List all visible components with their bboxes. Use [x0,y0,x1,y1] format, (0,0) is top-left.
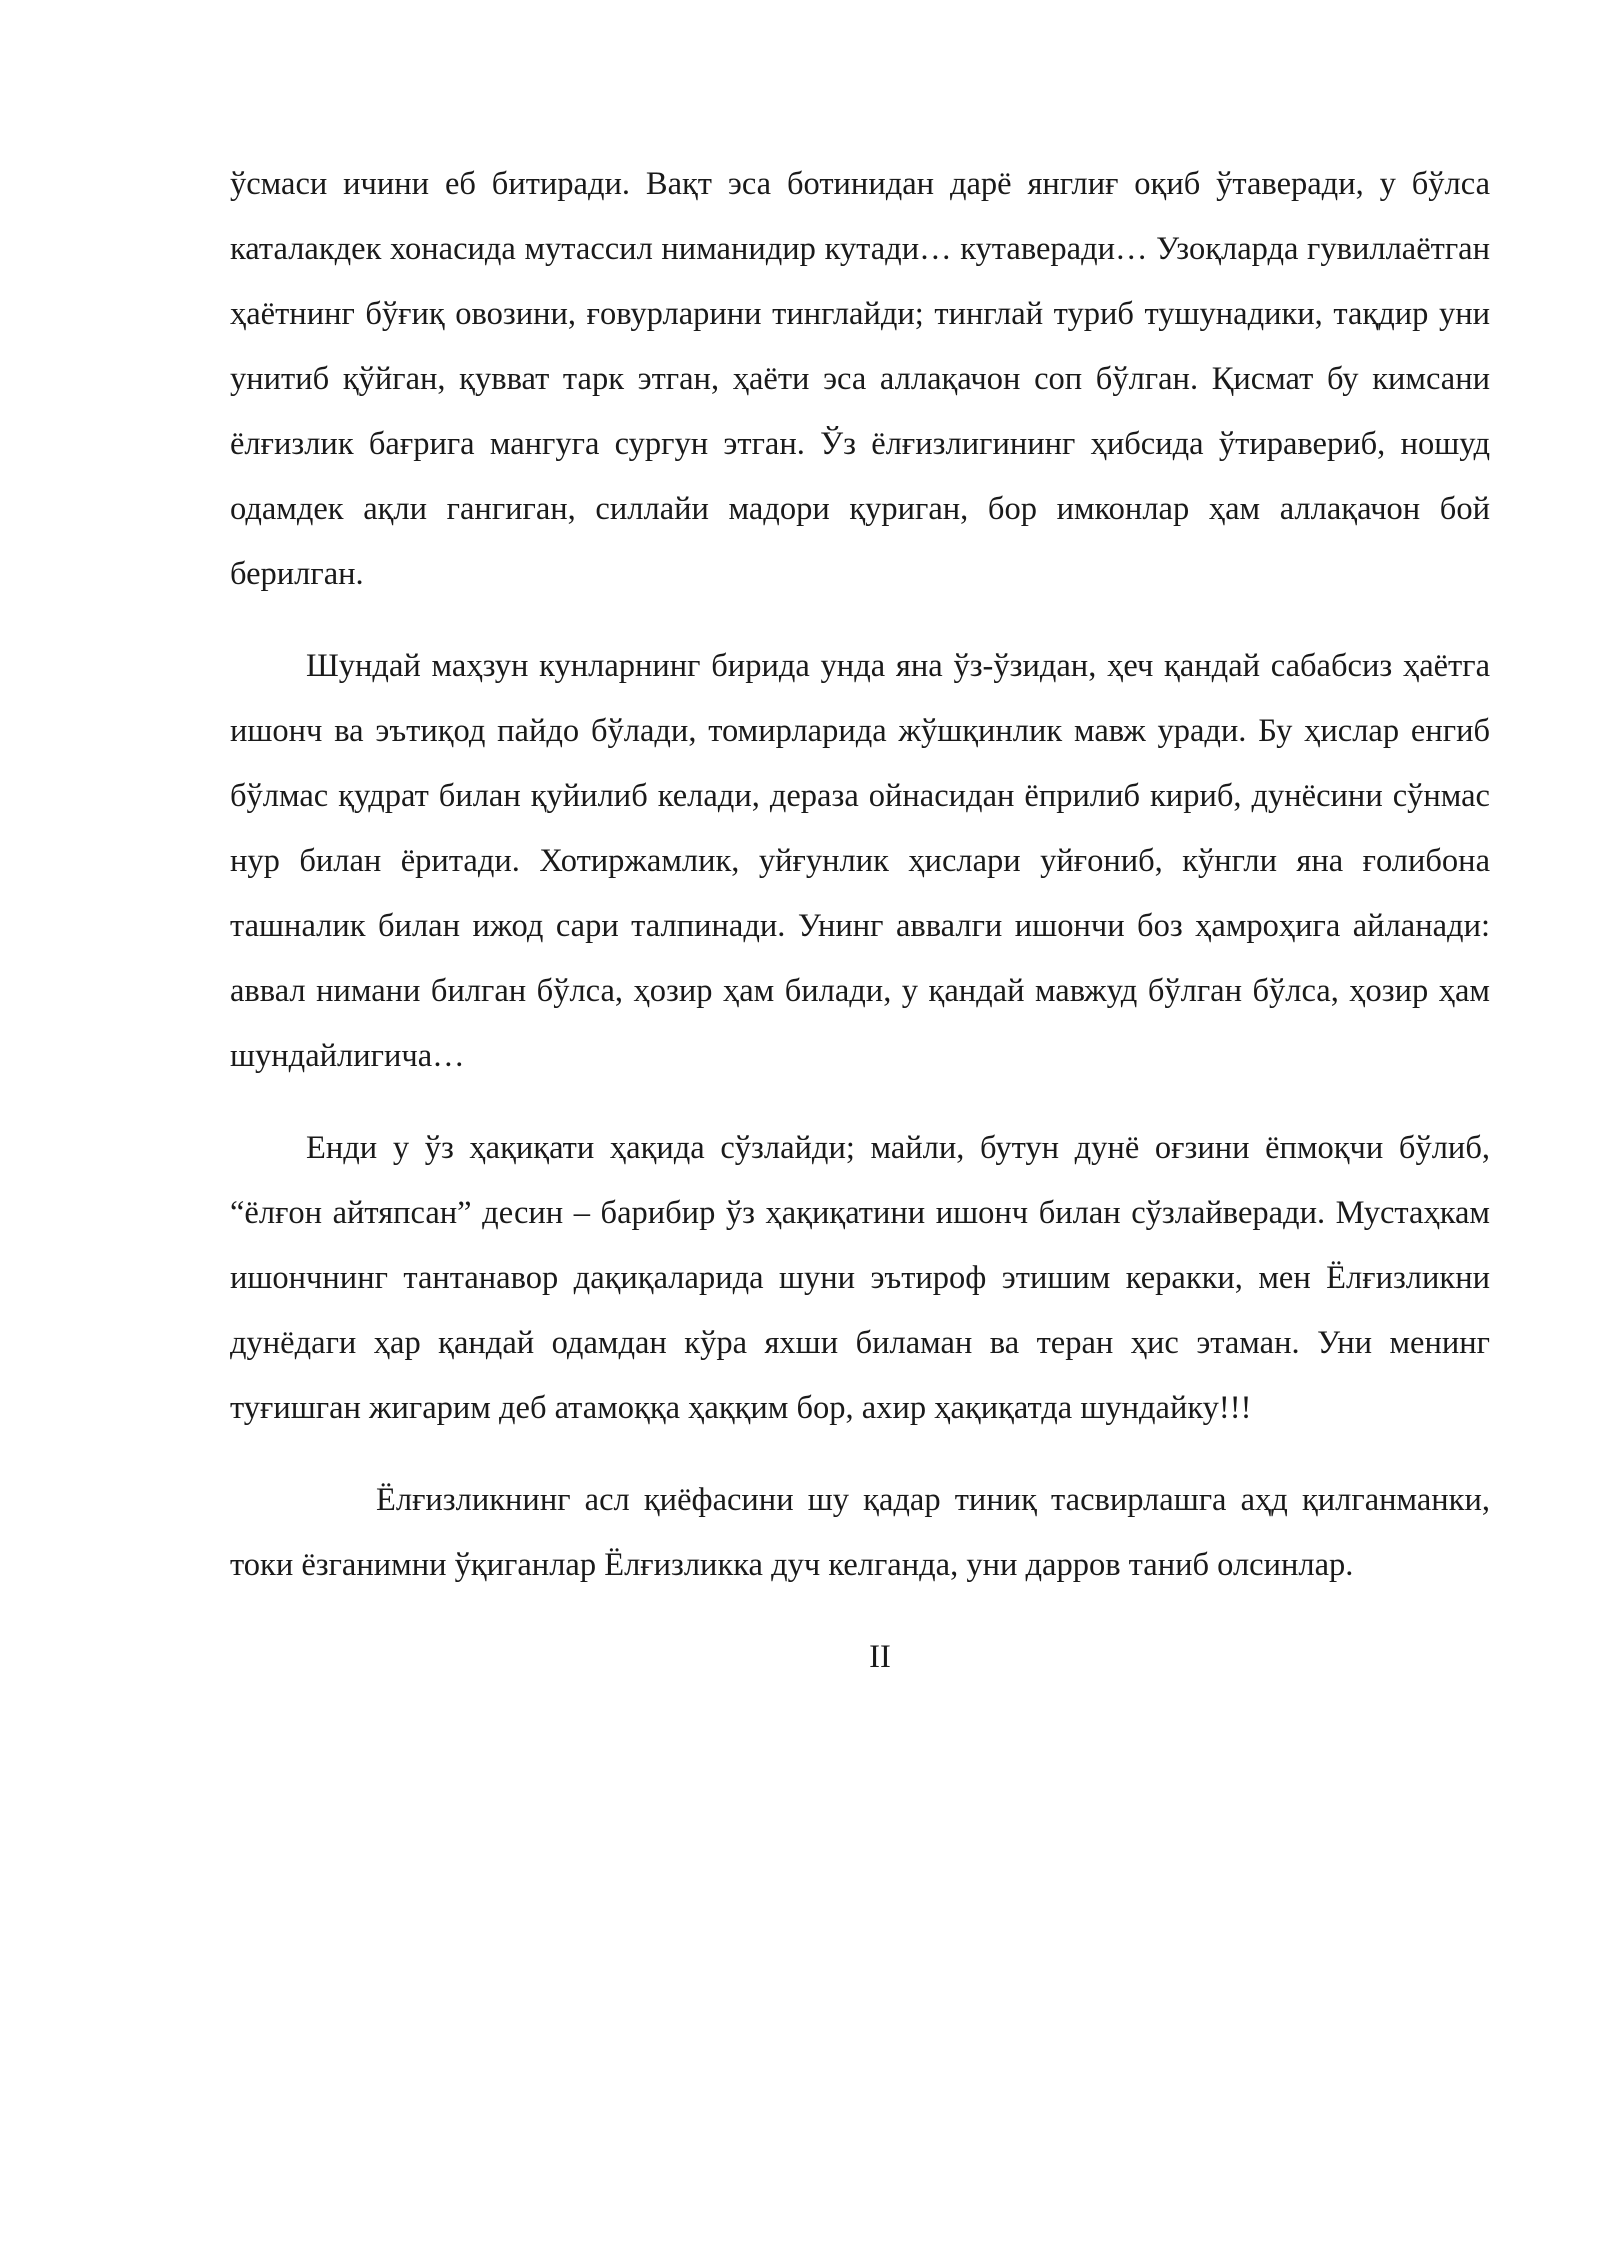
section-number-heading: II [869,1639,891,1675]
paragraph-3: Енди у ўз ҳақиқати ҳақида сўзлайди; майли, бутун дунё оғзини ёпмоқчи бўлиб, “ёлғон айтяпсан” десин – барибир ўз ҳақиқатини ишонч билан сўзлайверади. Мустаҳкам ишончнинг тантанавор дақиқаларида шуни эътироф этишим керакки, мен Ёлғизликни дунёдаги ҳар қандай одамдан кўра яхши биламан ва теран ҳис этаман. Уни менинг туғишган жигарим деб атамоққа ҳаққим бор, ахир ҳақиқатда шундайку!!! [230,1130,1490,1426]
paragraph-4: Ёлғизликнинг асл қиёфасини шу қадар тиниқ тасвирлашга аҳд қилганманки, токи ёзганимни ўқиганлар Ёлғизликка дуч келганда, уни дарров таниб олсинлар. [230,1482,1490,1583]
paragraph-2: Шундай маҳзун кунларнинг бирида унда яна ўз-ўзидан, ҳеч қандай сабабсиз ҳаётга ишонч ва эътиқод пайдо бўлади, томирларида жўшқинлик мавж уради. Бу ҳислар енгиб бўлмас қудрат билан қуйилиб келади, дераза ойнасидан ёприлиб кириб, дунёсини сўнмас нур билан ёритади. Хотиржамлик, уйғунлик ҳислари уйғониб, кўнгли яна ғолибона ташналик билан ижод сари талпинади. Унинг аввалги ишончи боз ҳамроҳига айланади: аввал нимани билган бўлса, ҳозир ҳам билади, у қандай мавжуд бўлган бўлса, ҳозир ҳам шундайлигича… [230,648,1490,1074]
document-body [230,152,1490,1690]
paragraph-1: ўсмаси ичини еб битиради. Вақт эса ботинидан дарё янглиғ оқиб ўтаверади, у бўлса каталакдек хонасида мутассил ниманидир кутади… кутаверади… Узоқларда гувиллаётган ҳаётнинг бўғиқ овозини, ғовурларини тинглайди; тинглай туриб тушунадики, тақдир уни унитиб қўйган, қувват тарк этган, ҳаёти эса аллақачон соп бўлган. Қисмат бу кимсани ёлғизлик бағрига мангуга сургун этган. Ўз ёлғизлигининг ҳибсида ўтиравериб, ношуд одамдек ақли гангиган, силлайи мадори қуриган, бор имконлар ҳам аллақачон бой берилган. [230,166,1490,592]
